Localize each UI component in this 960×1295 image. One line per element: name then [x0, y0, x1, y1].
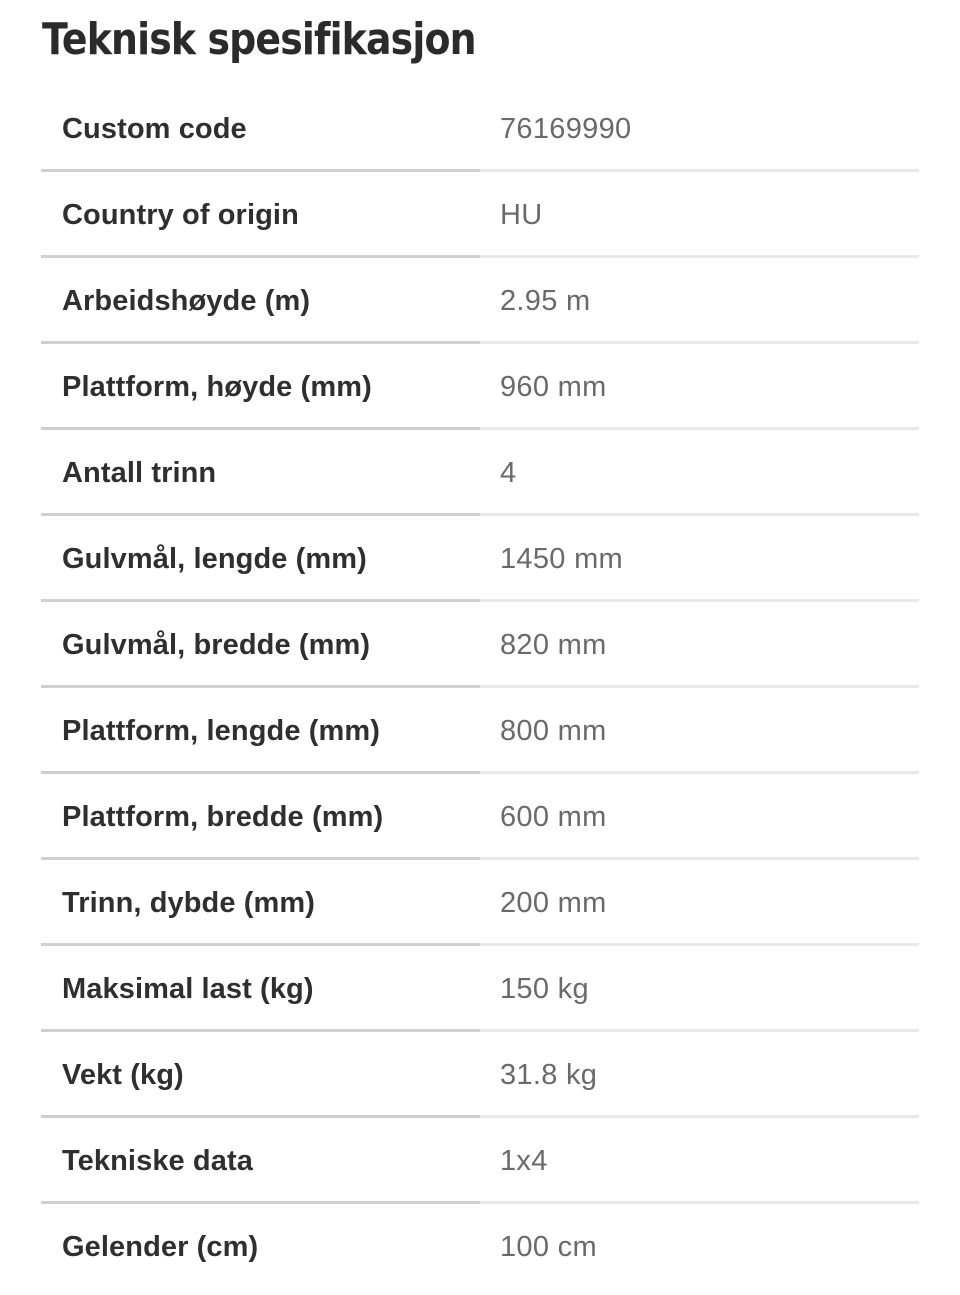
- spec-label: Vekt (kg): [62, 1059, 184, 1091]
- spec-value: 100 cm: [500, 1231, 597, 1263]
- spec-row-step-count: [41, 430, 919, 516]
- spec-row-custom-code: [41, 86, 919, 172]
- spec-value: 76169990: [500, 113, 632, 145]
- spec-value: HU: [500, 199, 543, 231]
- spec-label: Plattform, bredde (mm): [62, 801, 384, 833]
- spec-label: Trinn, dybde (mm): [62, 887, 316, 919]
- spec-label: Plattform, lengde (mm): [62, 715, 380, 747]
- spec-row-max-load: [41, 946, 919, 1032]
- spec-row-working-height: [41, 258, 919, 344]
- spec-label: Antall trinn: [62, 457, 217, 489]
- spec-value: 150 kg: [500, 973, 589, 1005]
- spec-label: Maksimal last (kg): [62, 973, 314, 1005]
- spec-value: 31.8 kg: [500, 1059, 598, 1091]
- spec-row-railing: [41, 1204, 919, 1290]
- spec-value: 2.95 m: [500, 285, 591, 317]
- spec-label: Gelender (cm): [62, 1231, 259, 1263]
- spec-value: 960 mm: [500, 371, 607, 403]
- spec-row-weight: [41, 1032, 919, 1118]
- spec-row-country-of-origin: [41, 172, 919, 258]
- spec-value: 4: [500, 457, 517, 489]
- spec-label: Country of origin: [62, 199, 299, 231]
- spec-label: Gulvmål, lengde (mm): [62, 543, 367, 575]
- spec-label: Custom code: [62, 113, 247, 145]
- spec-value: 200 mm: [500, 887, 607, 919]
- spec-table: [41, 86, 919, 1290]
- spec-row-platform-length: [41, 688, 919, 774]
- page-title: Teknisk spesifikasjon: [42, 14, 476, 65]
- spec-value: 1450 mm: [500, 543, 623, 575]
- spec-label: Gulvmål, bredde (mm): [62, 629, 371, 661]
- spec-label: Plattform, høyde (mm): [62, 371, 372, 403]
- spec-label: Tekniske data: [62, 1145, 253, 1177]
- spec-value: 800 mm: [500, 715, 607, 747]
- spec-row-floor-width: [41, 602, 919, 688]
- spec-row-technical-data: [41, 1118, 919, 1204]
- spec-row-platform-width: [41, 774, 919, 860]
- spec-row-platform-height: [41, 344, 919, 430]
- spec-value: 820 mm: [500, 629, 607, 661]
- spec-label: Arbeidshøyde (m): [62, 285, 311, 317]
- spec-row-step-depth: [41, 860, 919, 946]
- spec-row-floor-length: [41, 516, 919, 602]
- spec-value: 600 mm: [500, 801, 607, 833]
- spec-value: 1x4: [500, 1145, 548, 1177]
